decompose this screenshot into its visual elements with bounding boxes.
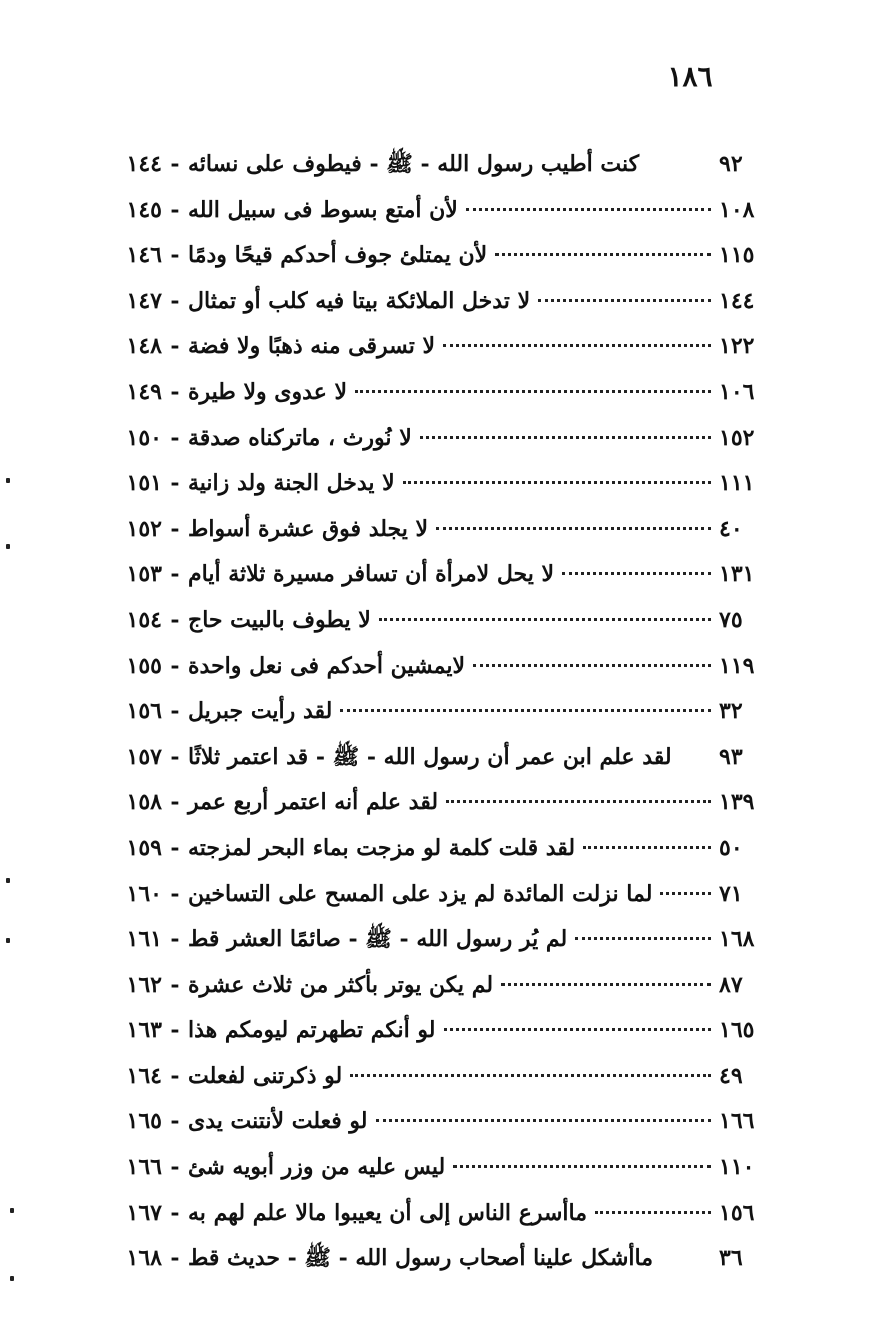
entry-page: ١٥٢ bbox=[719, 424, 755, 451]
dot-leader bbox=[355, 390, 711, 393]
dot-leader bbox=[575, 937, 711, 940]
entry-dash: - bbox=[170, 971, 180, 998]
entry-title: لو ذكرتنى لفعلت bbox=[188, 1062, 343, 1089]
entry-dash: - bbox=[170, 470, 180, 497]
dot-leader bbox=[466, 208, 711, 211]
entry-title: لقد علم ابن عمر أن رسول الله - ﷺ - قد اعتمر ثلاثًا bbox=[188, 743, 672, 770]
list-item bbox=[100, 963, 765, 1009]
dot-leader bbox=[379, 618, 711, 621]
scan-speck bbox=[6, 938, 10, 943]
entry-number: ١٤٤ bbox=[126, 151, 162, 177]
entry-number: ١٦٣ bbox=[126, 1017, 162, 1044]
entry-page: ١١١ bbox=[719, 470, 755, 497]
entry-dash: - bbox=[170, 287, 180, 314]
entry-dash: - bbox=[170, 926, 180, 953]
list-item bbox=[100, 188, 765, 234]
list-item bbox=[100, 324, 765, 370]
dot-leader bbox=[403, 481, 711, 484]
entry-number: ١٥١ bbox=[126, 470, 162, 497]
entry-page: ١٢٢ bbox=[719, 333, 755, 360]
entry-page: ١٤٤ bbox=[719, 287, 755, 314]
dot-leader bbox=[443, 344, 711, 347]
entry-number: ١٦٥ bbox=[126, 1108, 162, 1135]
list-item bbox=[100, 233, 765, 279]
entry-title: لا يحل لامرأة أن تسافر مسيرة ثلاثة أيام bbox=[188, 561, 555, 588]
entry-title: لا عدوى ولا طيرة bbox=[188, 378, 348, 405]
entry-title: ليس عليه من وزر أبويه شئ bbox=[188, 1154, 446, 1181]
list-item bbox=[100, 598, 765, 644]
list-item bbox=[100, 917, 765, 963]
entry-page: ١٦٨ bbox=[719, 926, 755, 953]
entry-page: ١٣٩ bbox=[719, 789, 755, 816]
dot-leader bbox=[446, 800, 711, 803]
entry-page: ١٣١ bbox=[719, 561, 755, 588]
entry-page: ٧١ bbox=[719, 880, 743, 907]
entry-page: ١٥٦ bbox=[719, 1199, 755, 1226]
list-item bbox=[100, 1099, 765, 1145]
entry-page: ٣٦ bbox=[719, 1245, 743, 1272]
entry-number: ١٦٢ bbox=[126, 971, 162, 998]
entry-title: لو فعلت لأنتنت يدى bbox=[188, 1108, 368, 1135]
entry-dash: - bbox=[170, 1245, 180, 1272]
list-item bbox=[100, 1236, 765, 1282]
entry-dash: - bbox=[170, 1062, 180, 1089]
entry-number: ١٦٧ bbox=[126, 1199, 162, 1226]
entry-title: لقد قلت كلمة لو مزجت بماء البحر لمزجته bbox=[188, 834, 576, 861]
entry-page: ١١٠ bbox=[719, 1154, 755, 1181]
entry-title: لو أنكم تطهرتم ليومكم هذا bbox=[188, 1017, 436, 1044]
dot-leader bbox=[453, 1165, 711, 1168]
entry-dash: - bbox=[170, 196, 180, 223]
entry-title: لقد علم أنه اعتمر أربع عمر bbox=[188, 789, 439, 816]
entry-page: ٣٢ bbox=[719, 698, 743, 725]
entry-number: ١٥٥ bbox=[126, 652, 162, 679]
entry-title: لأن أمتع بسوط فى سبيل الله bbox=[188, 196, 458, 223]
entry-title: لقد رأيت جبريل bbox=[188, 698, 333, 725]
entry-page: ١٦٥ bbox=[719, 1017, 755, 1044]
entry-title: لم يكن يوتر بأكثر من ثلاث عشرة bbox=[188, 971, 494, 998]
list-item bbox=[100, 872, 765, 918]
entry-title: لا يطوف بالبيت حاج bbox=[188, 606, 371, 633]
dot-leader bbox=[562, 572, 711, 575]
list-item bbox=[100, 552, 765, 598]
entry-title: ماأسرع الناس إلى أن يعيبوا مالا علم لهم به bbox=[188, 1199, 587, 1226]
entry-title: كنت أطيب رسول الله - ﷺ - فيطوف على نسائه bbox=[188, 151, 640, 177]
page-number: ١٨٦ bbox=[667, 60, 713, 93]
dot-leader bbox=[583, 846, 711, 849]
entry-page: ١٠٦ bbox=[719, 378, 755, 405]
list-item bbox=[100, 416, 765, 462]
entry-page: ٩٢ bbox=[719, 151, 743, 177]
list-item bbox=[100, 507, 765, 553]
entry-title: لم يُر رسول الله - ﷺ - صائمًا العشر قط bbox=[188, 926, 568, 953]
entry-page: ٨٧ bbox=[719, 971, 743, 998]
entry-dash: - bbox=[170, 242, 180, 269]
list-item bbox=[100, 735, 765, 781]
dot-leader bbox=[495, 253, 711, 256]
entry-page: ١١٥ bbox=[719, 242, 755, 269]
list-item bbox=[100, 644, 765, 690]
dot-leader bbox=[436, 527, 711, 530]
dot-leader bbox=[376, 1119, 711, 1122]
scan-speck bbox=[10, 1208, 14, 1213]
dot-leader bbox=[538, 299, 711, 302]
dot-leader bbox=[660, 892, 711, 895]
entry-title: لا نُورث ، ماتركناه صدقة bbox=[188, 424, 412, 451]
entry-number: ١٥٨ bbox=[126, 789, 162, 816]
entry-dash: - bbox=[170, 378, 180, 405]
entry-dash: - bbox=[170, 834, 180, 861]
entry-number: ١٤٥ bbox=[126, 196, 162, 223]
dot-leader bbox=[595, 1211, 711, 1214]
entry-title: لا تسرقى منه ذهبًا ولا فضة bbox=[188, 333, 436, 360]
entry-number: ١٥٠ bbox=[126, 424, 162, 451]
entry-dash: - bbox=[170, 1199, 180, 1226]
entry-dash: - bbox=[170, 606, 180, 633]
dot-leader bbox=[473, 664, 711, 667]
entry-number: ١٥٣ bbox=[126, 561, 162, 588]
entry-title: لما نزلت المائدة لم يزد على المسح على التساخين bbox=[188, 880, 653, 907]
index-list bbox=[100, 142, 765, 1282]
entry-number: ١٦١ bbox=[126, 926, 162, 953]
entry-title: لا يدخل الجنة ولد زانية bbox=[188, 470, 395, 497]
entry-number: ١٦٠ bbox=[126, 880, 162, 907]
entry-number: ١٥٩ bbox=[126, 834, 162, 861]
entry-number: ١٤٧ bbox=[126, 287, 162, 314]
list-item bbox=[100, 370, 765, 416]
dot-leader bbox=[340, 709, 711, 712]
scan-speck bbox=[6, 878, 10, 883]
entry-dash: - bbox=[170, 561, 180, 588]
entry-dash: - bbox=[170, 424, 180, 451]
entry-dash: - bbox=[170, 333, 180, 360]
entry-dash: - bbox=[170, 1108, 180, 1135]
list-item bbox=[100, 1054, 765, 1100]
entry-title: ماأشكل علينا أصحاب رسول الله - ﷺ - حديث قط bbox=[188, 1245, 653, 1272]
list-item bbox=[100, 1191, 765, 1237]
entry-dash: - bbox=[170, 698, 180, 725]
scan-speck bbox=[6, 544, 10, 549]
entry-number: ١٥٢ bbox=[126, 515, 162, 542]
list-item bbox=[100, 279, 765, 325]
entry-title: لأن يمتلئ جوف أحدكم قيحًا ودمًا bbox=[188, 242, 488, 269]
scan-speck bbox=[6, 478, 10, 483]
entry-title: لايمشين أحدكم فى نعل واحدة bbox=[188, 652, 466, 679]
entry-page: ١٠٨ bbox=[719, 196, 755, 223]
entry-page: ١٦٦ bbox=[719, 1108, 755, 1135]
entry-number: ١٤٦ bbox=[126, 242, 162, 269]
entry-number: ١٤٨ bbox=[126, 333, 162, 360]
list-item bbox=[100, 1008, 765, 1054]
entry-page: ٤٠ bbox=[719, 515, 743, 542]
entry-number: ١٦٤ bbox=[126, 1062, 162, 1089]
entry-page: ١١٩ bbox=[719, 652, 755, 679]
entry-title: لا يجلد فوق عشرة أسواط bbox=[188, 515, 429, 542]
entry-number: ١٦٨ bbox=[126, 1245, 162, 1272]
entry-dash: - bbox=[170, 789, 180, 816]
dot-leader bbox=[420, 436, 711, 439]
list-item bbox=[100, 826, 765, 872]
entry-number: ١٥٦ bbox=[126, 698, 162, 725]
list-item bbox=[100, 689, 765, 735]
entry-dash: - bbox=[170, 880, 180, 907]
list-item bbox=[100, 461, 765, 507]
entry-dash: - bbox=[170, 515, 180, 542]
list-item bbox=[100, 1145, 765, 1191]
dot-leader bbox=[501, 983, 711, 986]
entry-page: ٧٥ bbox=[719, 606, 743, 633]
entry-page: ٩٣ bbox=[719, 743, 743, 770]
dot-leader bbox=[350, 1074, 711, 1077]
list-item bbox=[100, 142, 765, 188]
entry-number: ١٥٤ bbox=[126, 606, 162, 633]
entry-page: ٤٩ bbox=[719, 1062, 743, 1089]
entry-dash: - bbox=[170, 1154, 180, 1181]
entry-page: ٥٠ bbox=[719, 834, 743, 861]
entry-number: ١٤٩ bbox=[126, 378, 162, 405]
entry-dash: - bbox=[170, 151, 180, 177]
dot-leader bbox=[444, 1028, 712, 1031]
list-item bbox=[100, 780, 765, 826]
entry-dash: - bbox=[170, 743, 180, 770]
entry-dash: - bbox=[170, 1017, 180, 1044]
entry-title: لا تدخل الملائكة بيتا فيه كلب أو تمثال bbox=[188, 287, 531, 314]
entry-number: ١٦٦ bbox=[126, 1154, 162, 1181]
entry-dash: - bbox=[170, 652, 180, 679]
scan-speck bbox=[10, 1276, 14, 1281]
entry-number: ١٥٧ bbox=[126, 743, 162, 770]
